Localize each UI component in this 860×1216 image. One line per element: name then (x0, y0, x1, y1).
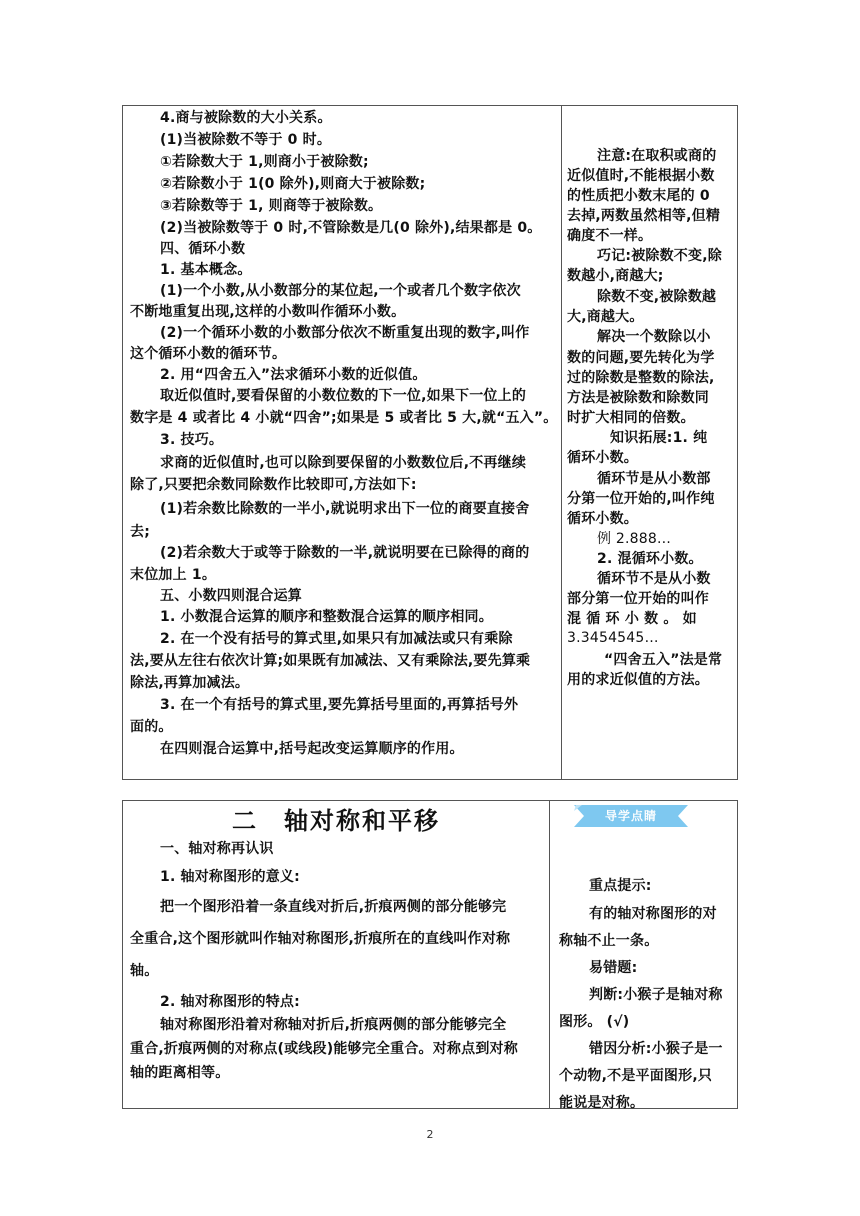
side-note-line: 时扩大相同的倍数。 (567, 410, 695, 426)
side-note-line: 判断:小猴子是轴对称 (589, 987, 723, 1003)
side-note-line: 确度不一样。 (567, 228, 653, 244)
text-line: (1)当被除数不等于 0 时。 (160, 132, 332, 148)
text-line: 这个循环小数的循环节。 (130, 346, 287, 362)
text-line: 1. 基本概念。 (160, 262, 252, 278)
text-line: 除法,再算加减法。 (130, 675, 250, 691)
text-line: ②若除数小于 1(0 除外),则商大于被除数; (160, 176, 426, 192)
side-note-line: “四舍五入”法是常 (604, 652, 723, 668)
side-note-line: 去掉,两数虽然相等,但精 (567, 208, 721, 224)
side-note-line: 循环小数。 (567, 450, 638, 466)
text-line: 取近似值时,要看保留的小数位数的下一位,如果下一位上的 (160, 388, 527, 404)
side-note-line: 循环节不是从小数 (597, 571, 711, 587)
section-heading: 四、循环小数 (160, 241, 246, 257)
side-note-line: 称轴不止一条。 (559, 933, 659, 949)
side-note-line: 巧记:被除数不变,除 (597, 248, 722, 264)
text-line: (1)一个小数,从小数部分的某位起,一个或者几个数字依次 (160, 283, 521, 299)
side-note-line: 错因分析:小猴子是一 (589, 1041, 723, 1057)
side-note-line: 数越小,商越大; (567, 268, 664, 284)
text-line: 面的。 (130, 719, 173, 735)
text-line: 全重合,这个图形就叫作轴对称图形,折痕所在的直线叫作对称 (130, 931, 511, 947)
side-note-line: 用的求近似值的方法。 (567, 672, 709, 688)
text-line: 2. 用“四舍五入”法求循环小数的近似值。 (160, 367, 427, 383)
section-heading: 一、轴对称再认识 (160, 841, 274, 857)
side-note-line: 个动物,不是平面图形,只 (559, 1068, 713, 1084)
text-line: (1)若余数比除数的一半小,就说明求出下一位的商要直接舍 (160, 501, 530, 517)
text-line: 末位加上 1。 (130, 567, 217, 583)
text-line: 1. 小数混合运算的顺序和整数混合运算的顺序相同。 (160, 609, 493, 625)
side-note-line: 大,商越大。 (567, 309, 644, 325)
text-line: 3. 在一个有括号的算式里,要先算括号里面的,再算括号外 (160, 697, 519, 713)
text-line: 轴。 (130, 963, 159, 979)
text-line: 3. 技巧。 (160, 432, 224, 448)
text-line: 数字是 4 或者比 4 小就“四舍”;如果是 5 或者比 5 大,就“五入”。 (130, 410, 558, 426)
text-line: ①若除数大于 1,则商小于被除数; (160, 154, 369, 170)
side-note-line: 混 循 环 小 数 。 如 (567, 611, 697, 627)
text-line: 去; (130, 524, 150, 540)
side-note-line: 知识拓展:1. 纯 (610, 430, 708, 446)
side-note-line: 例 2.888… (597, 531, 672, 547)
text-line: 在四则混合运算中,括号起改变运算顺序的作用。 (160, 741, 464, 757)
side-note-line: 2. 混循环小数。 (597, 551, 703, 567)
text-line: 重合,折痕两侧的对称点(或线段)能够完全重合。对称点到对称 (130, 1041, 518, 1057)
text-line: ③若除数等于 1, 则商等于被除数。 (160, 198, 383, 214)
text-line: 轴的距离相等。 (130, 1065, 230, 1081)
section-heading: 五、小数四则混合运算 (160, 588, 302, 604)
side-note-line: 循环小数。 (567, 511, 638, 527)
side-note-line: 数的问题,要先转化为学 (567, 350, 715, 366)
side-note-line: 图形。 (√) (559, 1014, 630, 1030)
text-line: 4.商与被除数的大小关系。 (160, 110, 332, 126)
column-divider (549, 801, 550, 1108)
side-note-line: 注意:在取积或商的 (597, 148, 717, 164)
side-note-line: 有的轴对称图形的对 (589, 906, 717, 922)
guide-banner (574, 805, 688, 827)
side-note-line: 循环节是从小数部 (597, 471, 711, 487)
column-divider (561, 106, 562, 779)
text-line: (2)当被除数等于 0 时,不管除数是几(0 除外),结果都是 0。 (160, 220, 542, 236)
page-number: 2 (426, 1128, 434, 1141)
side-note-line: 的性质把小数末尾的 0 (567, 188, 710, 204)
text-line: 求商的近似值时,也可以除到要保留的小数数位后,不再继续 (160, 455, 527, 471)
text-line: 轴对称图形沿着对称轴对折后,折痕两侧的部分能够完全 (160, 1017, 507, 1033)
side-note-line: 重点提示: (589, 878, 652, 894)
text-line: 2. 在一个没有括号的算式里,如果只有加减法或只有乘除 (160, 631, 513, 647)
text-line: (2)一个循环小数的小数部分依次不断重复出现的数字,叫作 (160, 325, 530, 341)
banner-label: 导学点睛 (604, 809, 657, 823)
side-note-line: 近似值时,不能根据小数 (567, 168, 715, 184)
text-line: 不断地重复出现,这样的小数叫作循环小数。 (130, 304, 406, 320)
side-note-line: 能说是对称。 (559, 1095, 645, 1111)
text-line: 把一个图形沿着一条直线对折后,折痕两侧的部分能够完 (160, 899, 507, 915)
side-note-line: 易错题: (589, 960, 638, 976)
text-line: 2. 轴对称图形的特点: (160, 994, 300, 1010)
text-line: 除了,只要把余数同除数作比较即可,方法如下: (130, 477, 417, 493)
text-line: 法,要从左往右依次计算;如果既有加减法、又有乘除法,要先算乘 (130, 653, 531, 669)
text-line: 1. 轴对称图形的意义: (160, 869, 300, 885)
side-note-line: 解决一个数除以小 (597, 329, 711, 345)
side-note-line: 3.3454545… (567, 630, 659, 646)
side-note-line: 方法是被除数和除数同 (567, 390, 709, 406)
side-note-line: 分第一位开始的,叫作纯 (567, 491, 715, 507)
side-note-line: 除数不变,被除数越 (597, 289, 717, 305)
side-note-line: 过的除数是整数的除法, (567, 370, 715, 386)
side-note-line: 部分第一位开始的叫作 (567, 591, 709, 607)
text-line: (2)若余数大于或等于除数的一半,就说明要在已除得的商的 (160, 545, 530, 561)
chapter-title: 二 轴对称和平移 (232, 807, 440, 835)
